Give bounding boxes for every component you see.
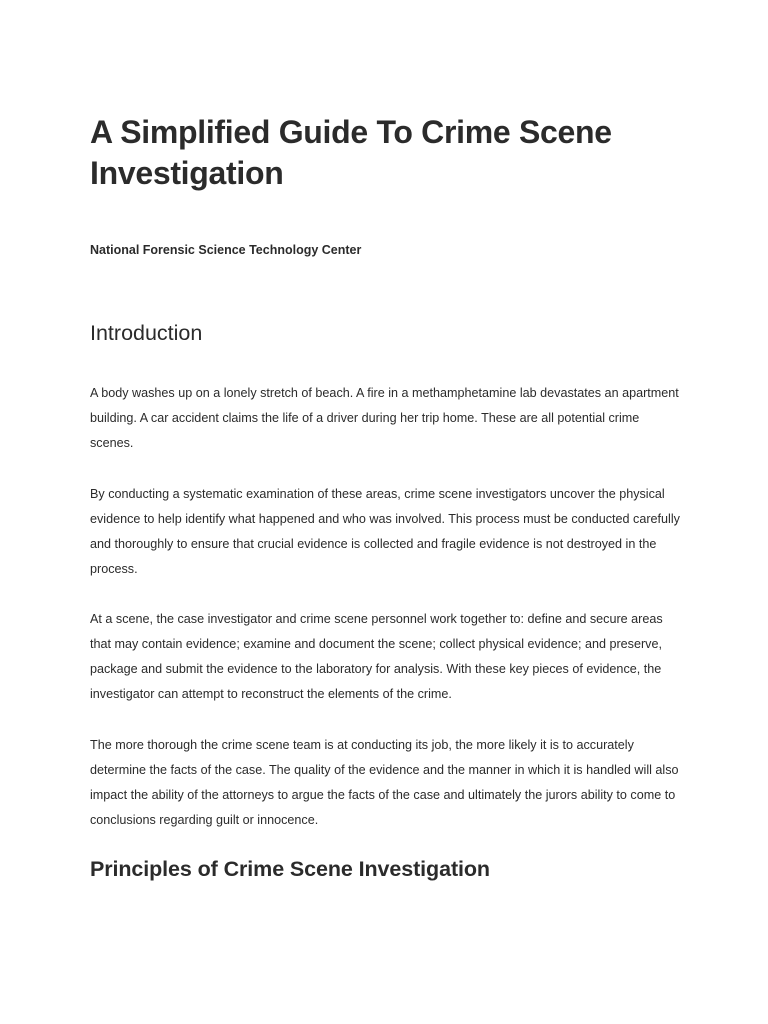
document-title: A Simplified Guide To Crime Scene Investigation: [90, 114, 612, 191]
paragraph: A body washes up on a lonely stretch of beach. A fire in a methamphetamine lab devastates an apartment building. A car accident claims the life of a driver during her trip home. These are all potential crime scenes.: [90, 386, 679, 450]
paragraph: By conducting a systematic examination of these areas, crime scene investigators uncover the physical evidence to help identify what happened and who was involved. This process must be conducted carefully and thoroughly to ensure that crucial evidence is collected and fragile evidence is not destroyed in the process.: [90, 487, 680, 576]
paragraph: The more thorough the crime scene team is at conducting its job, the more likely it is to accurately determine the facts of the case. The quality of the evidence and the manner in which it is handled will also impact the ability of the attorneys to argue the facts of the case and ultimately the jurors ability to come to conclusions regarding guilt or innocence.: [90, 738, 679, 827]
section-heading-introduction: Introduction: [90, 321, 203, 345]
document-author: National Forensic Science Technology Center: [90, 243, 362, 257]
section-heading-principles: Principles of Crime Scene Investigation: [90, 857, 490, 881]
paragraph: At a scene, the case investigator and crime scene personnel work together to: define and secure areas that may contain evidence; examine and document the scene; collect physical evidence; and preserve, package and submit the evidence to the laboratory for analysis. With these key pieces of evidence, the investigator can attempt to reconstruct the elements of the crime.: [90, 612, 663, 701]
